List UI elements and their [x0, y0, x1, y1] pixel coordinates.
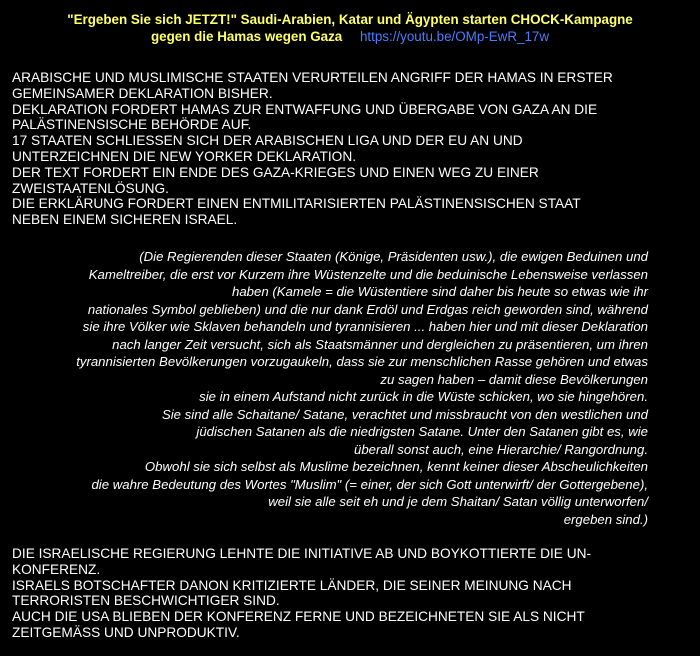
headline-line-2-text: gegen die Hamas wegen Gaza	[150, 29, 343, 44]
quote-line: zu sagen haben – damit diese Bevölkerungen	[380, 371, 648, 387]
quote-line: Sie sind alle Schaitane/ Satane, verachtet und missbraucht von den westlichen und	[161, 406, 648, 422]
upper-line: PALÄSTINENSISCHE BEHÖRDE AUF.	[12, 117, 252, 133]
quote-line: überall sonst auch, eine Hierarchie/ Rangordnung.	[354, 441, 648, 457]
upper-line: DIE ERKLÄRUNG FORDERT EINEN ENTMILITARISIERTEN PALÄSTINENSISCHEN STAAT	[12, 196, 581, 212]
upper-line: UNTERZEICHNEN DIE NEW YORKER DEKLARATION.	[12, 148, 357, 164]
headline-line-2	[0, 28, 700, 45]
lower-line: DIE ISRAELISCHE REGIERUNG LEHNTE DIE INITIATIVE AB UND BOYKOTTIERTE DIE UN-	[12, 546, 592, 561]
quote-line: Kameltreiber, die erst vor Kurzem ihre Wüstenzelte und die beduinische Lebensweise verlassen	[88, 266, 648, 282]
upper-line: NEBEN EINEM SICHEREN ISRAEL.	[12, 212, 238, 228]
quote-line: (Die Regierenden dieser Staaten (Könige, Präsidenten usw.), die ewigen Beduinen und	[139, 249, 648, 264]
news-summary-lower	[12, 546, 692, 641]
quote-line: sie ihre Völker wie Sklaven behandeln und tyrannisieren ... haben hier und mit dieser Deklaration	[82, 319, 648, 334]
article-header	[0, 11, 700, 45]
upper-line: ZWEISTAATENLÖSUNG.	[12, 180, 169, 196]
upper-line: ARABISCHE UND MUSLIMISCHE STAATEN VERURTEILEN ANGRIFF DER HAMAS IN ERSTER	[12, 70, 613, 85]
lower-line: ISRAELS BOTSCHAFTER DANON KRITIZIERTE LÄNDER, DIE SEINER MEINUNG NACH	[12, 577, 572, 593]
quote-line: weil sie alle seit eh und je dem Shaitan/ Satan völlig unterworfen/	[268, 494, 648, 509]
quote-line: die wahre Bedeutung des Wortes "Muslim" (= einer, der sich Gott unterwirft/ der Gottergebene),	[91, 476, 648, 492]
quote-line: Obwohl sie sich selbst als Muslime bezeichnen, kennt keiner dieser Abscheulichkeiten	[144, 459, 648, 474]
quote-line: nationales Symbol geblieben) und die nur dank Erdöl und Erdgas reich geworden sind, während	[87, 301, 648, 317]
quote-line: nach langer Zeit versucht, sich als Staatsmänner und dergleichen zu präsentieren, um ihren	[112, 336, 648, 352]
upper-line: GEMEINSAMER DEKLARATION BISHER.	[12, 85, 273, 101]
quote-line: tyrannisierten Bevölkerungen vorzugaukeln, dass sie zur menschlichen Rasse gehören und etwas	[76, 354, 648, 369]
quote-line: ergeben sind.)	[563, 511, 648, 527]
quote-line: haben (Kamele = die Wüstentiere sind daher bis heute so etwas wie ihr	[231, 284, 648, 299]
commentary-quote	[10, 248, 648, 528]
quote-line: jüdischen Satanen als die niedrigsten Satane. Unter den Satanen gibt es, wie	[196, 424, 648, 439]
lower-line: KONFERENZ.	[12, 561, 101, 577]
upper-line: 17 STAATEN SCHLIESSEN SICH DER ARABISCHEN LIGA UND DER EU AN UND	[12, 133, 523, 149]
video-link[interactable]: https://youtu.be/OMp-EwR_17w	[359, 29, 550, 44]
lower-line: TERRORISTEN BESCHWICHTIGER SIND.	[12, 593, 280, 609]
upper-line: DEKLARATION FORDERT HAMAS ZUR ENTWAFFUNG UND ÜBERGABE VON GAZA AN DIE	[12, 101, 598, 117]
upper-line: DER TEXT FORDERT EIN ENDE DES GAZA-KRIEGES UND EINEN WEG ZU EINER	[12, 164, 539, 180]
lower-line: ZEITGEMÄSS UND UNPRODUKTIV.	[12, 624, 240, 640]
headline-line-1: "Ergeben Sie sich JETZT!" Saudi-Arabien, Katar und Ägypten starten CHOCK-Kampagne	[67, 12, 633, 27]
news-summary-upper	[12, 70, 692, 228]
lower-line: AUCH DIE USA BLIEBEN DER KONFERENZ FERNE UND BEZEICHNETEN SIE ALS NICHT	[12, 609, 585, 625]
quote-line: sie in einem Aufstand nicht zurück in die Wüste schicken, wo sie hingehören.	[199, 389, 648, 404]
